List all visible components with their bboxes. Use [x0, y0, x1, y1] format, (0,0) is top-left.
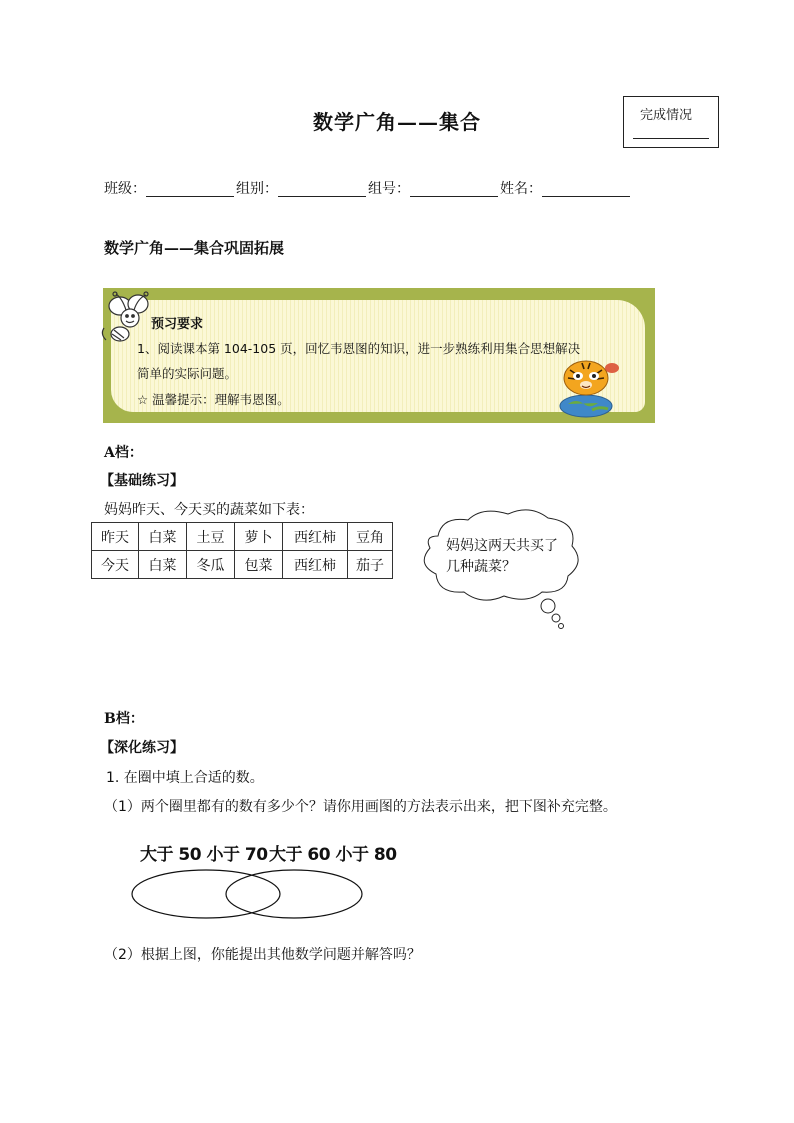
question-1: 1. 在圈中填上合适的数。	[106, 770, 264, 786]
name-label: 姓名：	[500, 181, 542, 197]
group-blank[interactable]	[278, 182, 366, 197]
completion-status-label: 完成情况	[640, 108, 693, 123]
name-blank[interactable]	[542, 182, 630, 197]
table-cell: 土豆	[187, 523, 235, 551]
table-cell: 今天	[92, 551, 139, 579]
venn-right-circle[interactable]	[226, 870, 362, 918]
table-cell: 豆角	[348, 523, 393, 551]
table-cell: 白菜	[139, 523, 187, 551]
table-cell: 昨天	[92, 523, 139, 551]
table-row	[92, 551, 393, 579]
page-title: 数学广角——集合	[313, 110, 481, 134]
venn-diagram	[128, 868, 368, 924]
class-label: 班级：	[104, 181, 146, 197]
section-b-heading: 【深化练习】	[100, 740, 184, 756]
vegetable-table	[91, 522, 393, 579]
table-cell: 白菜	[139, 551, 187, 579]
table-cell: 西红柿	[283, 523, 348, 551]
table-cell: 萝卜	[235, 523, 283, 551]
table-row	[92, 523, 393, 551]
bubble-text-2: 几种蔬菜？	[446, 559, 516, 575]
table-cell: 西红柿	[283, 551, 348, 579]
table-cell: 冬瓜	[187, 551, 235, 579]
requirements-line-1: 1、阅读课本第 104-105 页，回忆韦恩图的知识，进一步熟练利用集合思想解决	[137, 341, 581, 356]
venn-left-label: 大于 50 小于 70	[140, 845, 268, 865]
group-label: 组别：	[236, 181, 278, 197]
section-subtitle: 数学广角——集合巩固拓展	[104, 239, 285, 257]
requirements-line-3: ☆ 温馨提示：理解韦恩图。	[137, 392, 290, 407]
section-b-label: B档：	[104, 711, 144, 727]
requirements-line-2: 简单的实际问题。	[137, 366, 238, 381]
question-1-part-1: （1）两个圈里都有的数有多少个？请你用画图的方法表示出来，把下图补充完整。	[104, 799, 617, 815]
table-cell: 茄子	[348, 551, 393, 579]
tiger-globe-cartoon-icon	[556, 354, 628, 418]
bubble-text-1: 妈妈这两天共买了	[446, 538, 558, 554]
venn-left-circle[interactable]	[132, 870, 280, 918]
class-blank[interactable]	[146, 182, 234, 197]
venn-right-label: 大于 60 小于 80	[269, 845, 397, 865]
section-a-heading: 【基础练习】	[100, 473, 184, 489]
table-cell: 包菜	[235, 551, 283, 579]
section-a-label: A档：	[104, 445, 143, 461]
number-label: 组号：	[368, 181, 410, 197]
question-1-part-2: （2）根据上图，你能提出其他数学问题并解答吗？	[104, 947, 421, 963]
number-blank[interactable]	[410, 182, 498, 197]
completion-status-blank[interactable]	[633, 138, 709, 139]
requirements-title: 预习要求	[151, 317, 204, 332]
student-info-row	[104, 178, 632, 198]
section-a-intro: 妈妈昨天、今天买的蔬菜如下表：	[104, 502, 314, 518]
